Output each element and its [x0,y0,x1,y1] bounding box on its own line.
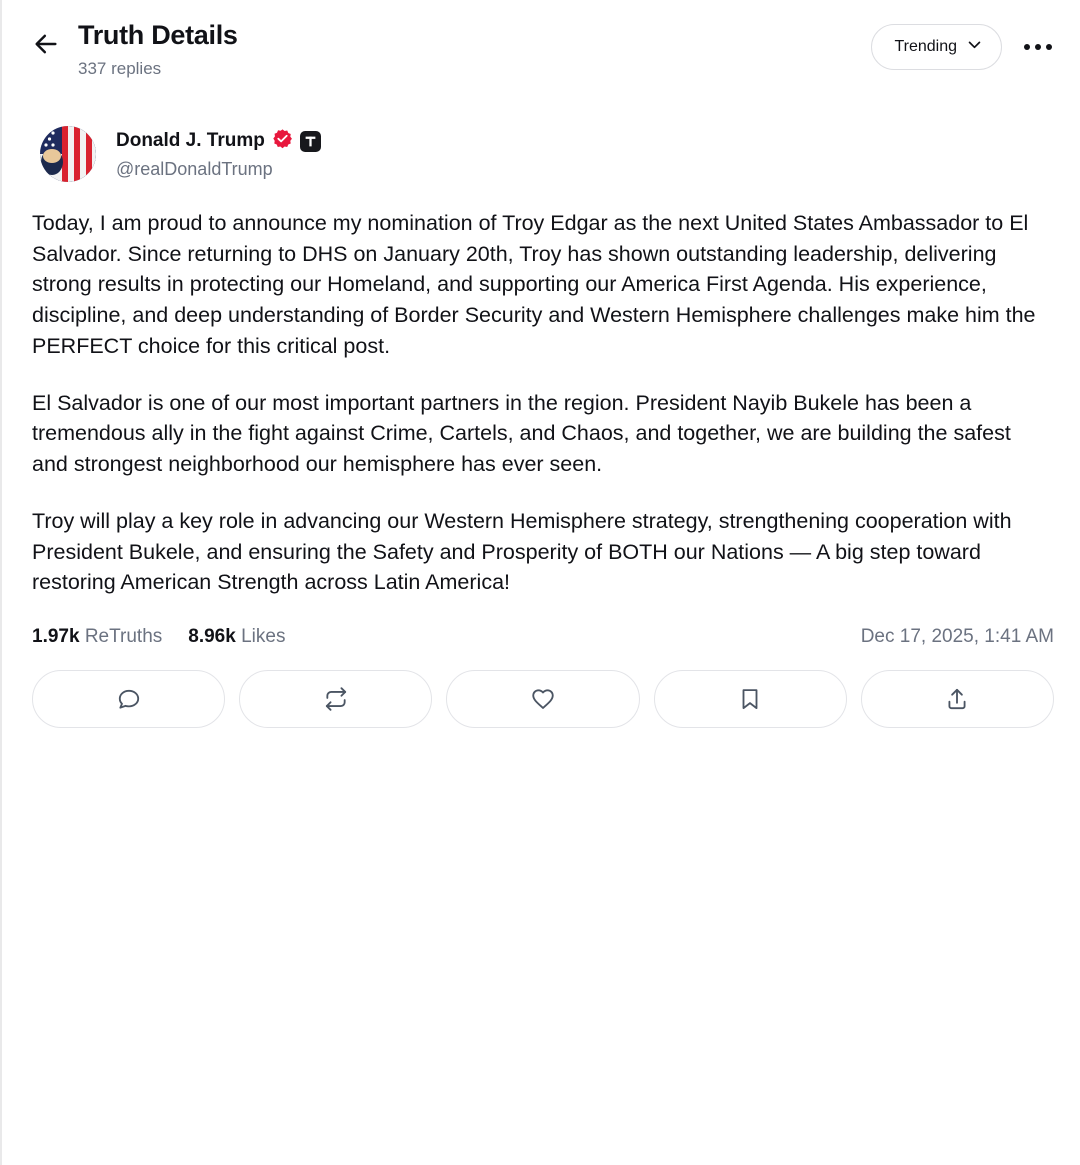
stats-row [2,598,1080,648]
avatar[interactable] [40,126,96,182]
author-name[interactable]: Donald J. Trump [116,130,265,151]
chevron-down-icon [966,36,983,58]
title-block [78,18,238,79]
likes-stat[interactable] [188,626,285,648]
bookmark-icon [737,686,763,712]
reply-button[interactable] [32,670,225,728]
repeat-icon [323,686,349,712]
header-right [871,18,1058,70]
avatar-image [40,126,96,182]
header [2,0,1080,100]
likes-count: 8.96k [188,626,236,648]
arrow-left-icon [32,30,60,58]
share-button[interactable] [861,670,1054,728]
reply-count: 337 replies [78,59,162,79]
post-body [2,182,1080,598]
post-paragraph: Troy will play a key role in advancing our Western Hemisphere strategy, strengthening cooperation with President Bukele, and ensuring the Safety and Prosperity of BOTH our Nations — A big step toward restoring American Strength across Latin America! [32,508,1012,595]
back-button[interactable] [24,22,68,66]
author-row [2,100,1080,182]
verified-badge-icon [272,128,293,154]
retruths-stat[interactable] [32,626,162,648]
actions-row [2,648,1080,728]
comment-icon [116,686,142,712]
page-title: Truth Details [78,20,238,50]
truth-social-badge-icon [300,131,321,152]
bookmark-button[interactable] [654,670,847,728]
trending-label: Trending [894,38,957,55]
author-name-line [116,128,321,154]
retruths-count: 1.97k [32,626,80,648]
heart-icon [530,686,556,712]
post-paragraph: Today, I am proud to announce my nomination of Troy Edgar as the next United States Ambassador to El Salvador. Since returning to DHS on January 20th, Troy has shown outstanding leadership, delivering strong results in protecting our Homeland, and supporting our America First Agenda. His experience, discipline, and deep understanding of Border Security and Western Hemisphere challenges make him the PERFECT choice for this critical post. [32,211,1036,358]
like-button[interactable] [446,670,639,728]
retruth-button[interactable] [239,670,432,728]
more-options-button[interactable] [1018,27,1058,67]
more-horizontal-icon [1024,44,1052,50]
header-left [28,18,871,79]
likes-label: Likes [241,626,286,648]
author-handle[interactable]: @realDonaldTrump [116,159,273,179]
share-icon [944,686,970,712]
post-timestamp: Dec 17, 2025, 1:41 AM [860,626,1054,648]
author-meta [116,126,321,180]
trending-selector[interactable] [871,24,1002,70]
retruths-label: ReTruths [84,626,163,648]
post-paragraph: El Salvador is one of our most important partners in the region. President Nayib Bukele has been a tremendous ally in the fight against Crime, Cartels, and Chaos, and together, we are building the safest and strongest neighborhood our hemisphere has ever seen. [32,390,1011,477]
